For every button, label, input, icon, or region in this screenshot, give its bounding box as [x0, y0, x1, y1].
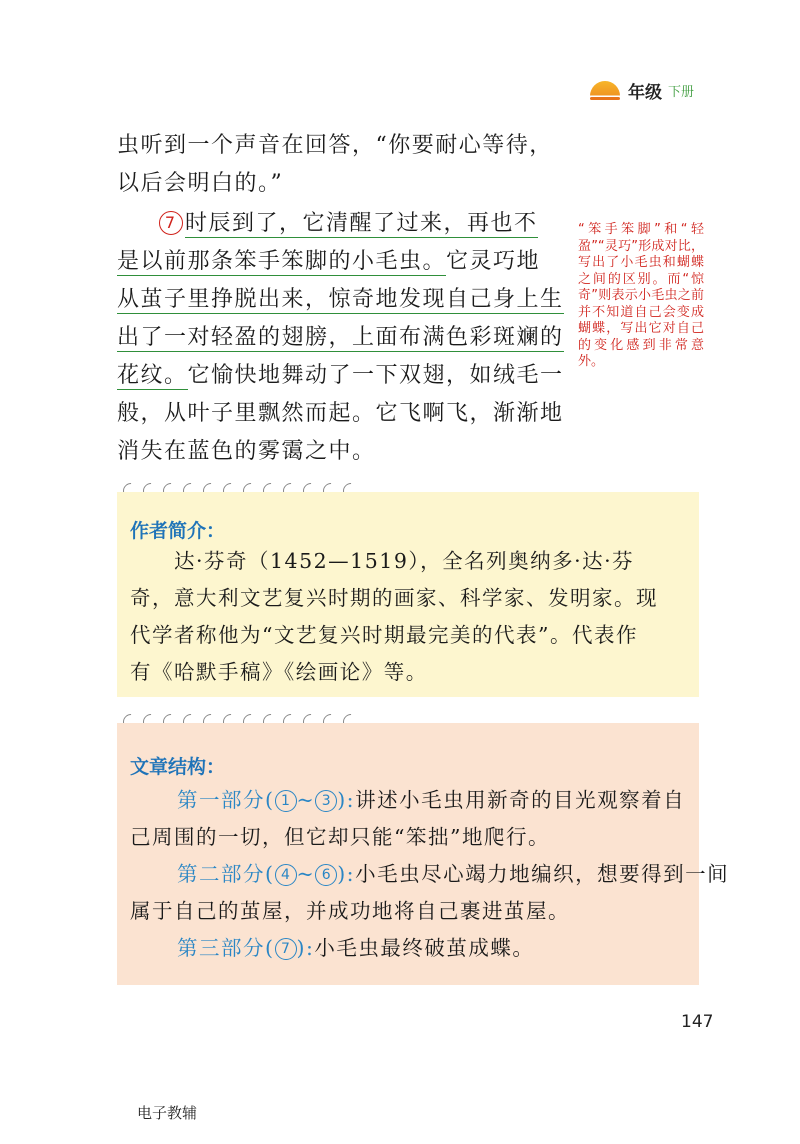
structure-box-title: 文章结构：: [130, 756, 226, 778]
author-box-text: [130, 543, 690, 691]
author-intro-box: [117, 492, 699, 697]
grade-label: 年级: [628, 83, 662, 103]
underlined-text: 从茧子里挣脱出来，惊奇地发现自己身上生: [117, 287, 564, 312]
text-line: 虫听到一个声音在回答，“你要耐心等待，: [117, 133, 553, 158]
structure-part-1: 第一部分( 1 ~ 3 ):讲述小毛虫用新奇的目光观察着自: [177, 788, 686, 812]
text-line: 代学者称他为“文艺复兴时期最完美的代表”。代表作: [130, 623, 638, 647]
underlined-text: 花纹。: [117, 363, 188, 388]
structure-box-text: [130, 782, 730, 967]
text-segment: 它灵巧地: [446, 249, 541, 274]
number-badge: 1: [275, 790, 297, 812]
margin-annotation: “笨手笨脚”和“轻盈”“灵巧”形成对比，写出了小毛虫和蝴蝶之间的区别。而“惊奇”则表示小毛虫之前并不知道自己会变成蝴蝶，写出它对自己的变化感到非常意外。: [578, 222, 704, 369]
number-badge: 6: [315, 864, 337, 886]
grade-header: [590, 78, 694, 103]
page-number: 147: [681, 1012, 714, 1032]
number-badge: 7: [275, 938, 297, 960]
article-structure-box: [117, 723, 730, 985]
text-line: 消失在蓝色的雾霭之中。: [117, 439, 376, 464]
text-line: 己周围的一切，但它却只能“笨拙”地爬行。: [130, 825, 550, 849]
paragraph-number-badge: 7: [159, 211, 183, 235]
number-badge: 4: [275, 864, 297, 886]
sun-logo-icon: [590, 81, 620, 101]
text-line: 奇，意大利文艺复兴时期的画家、科学家、发明家。现: [130, 586, 658, 610]
text-line: 以后会明白的。”: [117, 171, 284, 196]
volume-label: 下册: [668, 85, 695, 100]
text-line: 属于自己的茧屋，并成功地将自己裹进茧屋。: [130, 899, 570, 923]
underlined-text: 时辰到了，它清醒了过来，再也不: [185, 211, 538, 236]
underlined-text: 出了一对轻盈的翅膀，上面布满色彩斑斓的: [117, 325, 564, 350]
paragraph-7: [117, 205, 575, 471]
structure-part-2: 第二部分( 4 ~ 6 ):小毛虫尽心竭力地编织，想要得到一间: [177, 862, 730, 886]
underlined-text: 是以前那条笨手笨脚的小毛虫。: [117, 249, 447, 274]
paragraph-1: [117, 127, 577, 203]
structure-part-3: 第三部分( 7 ):小毛虫最终破茧成蝶。: [177, 936, 535, 960]
author-box-title: 作者简介：: [130, 520, 226, 542]
text-segment: 它愉快地舞动了一下双翅，如绒毛一: [187, 363, 564, 388]
text-line: 般，从叶子里飘然而起。它飞啊飞，渐渐地: [117, 401, 564, 426]
number-badge: 3: [315, 790, 337, 812]
text-line: 达·芬奇（1452—1519），全名列奥纳多·达·芬: [130, 549, 635, 573]
text-line: 有《哈默手稿》《绘画论》等。: [130, 660, 428, 684]
footer-watermark: 电子教辅: [137, 1104, 198, 1122]
